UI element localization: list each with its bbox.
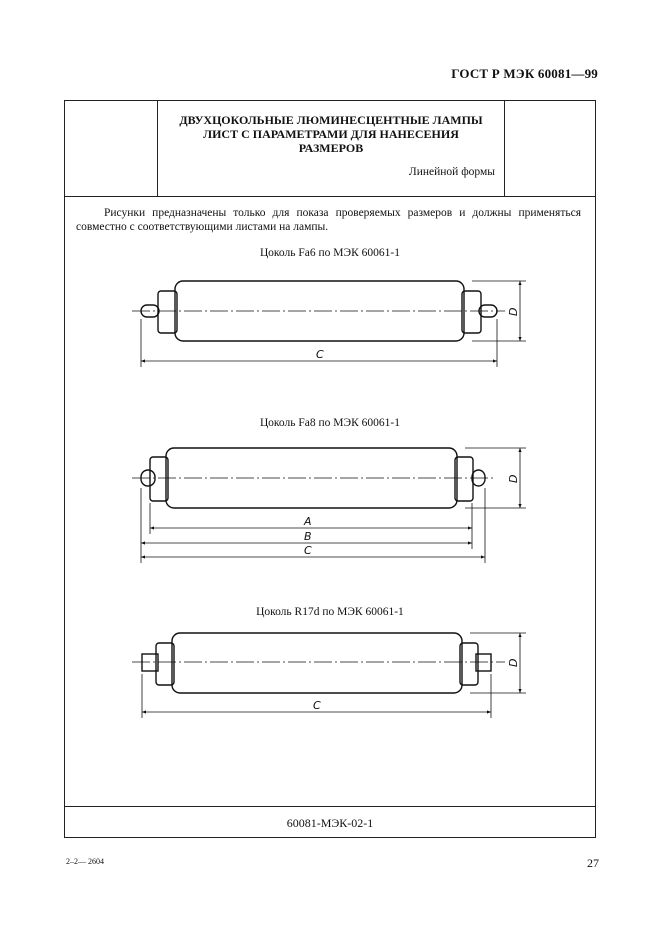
dim-label-d: D	[507, 658, 520, 667]
figure-caption-fa6: Цоколь Fa6 по МЭК 60061-1	[260, 247, 400, 259]
print-mark: 2–2— 2604	[66, 857, 104, 866]
dim-label-b: B	[304, 530, 312, 543]
title-line: РАЗМЕРОВ	[298, 141, 364, 155]
figure-caption-fa8: Цоколь Fa8 по МЭК 60061-1	[260, 417, 400, 429]
lamp-r17d-drawing	[132, 633, 526, 718]
sheet-code: 60081-МЭК-02-1	[286, 816, 374, 830]
dim-label-d: D	[507, 307, 520, 316]
title-line: ЛИСТ С ПАРАМЕТРАМИ ДЛЯ НАНЕСЕНИЯ	[203, 127, 459, 141]
title-line: ДВУХЦОКОЛЬНЫЕ ЛЮМИНЕСЦЕНТНЫЕ ЛАМПЫ	[179, 113, 483, 127]
dim-label-d: D	[507, 474, 520, 483]
lamp-fa8-drawing	[132, 448, 526, 563]
standard-designation: ГОСТ Р МЭК 60081—99	[451, 66, 598, 81]
dim-label-a: A	[304, 515, 312, 528]
figure-caption-r17d: Цоколь R17d по МЭК 60061-1	[256, 606, 404, 618]
page-number: 27	[587, 856, 599, 870]
dim-label-c: C	[304, 544, 312, 557]
intro-paragraph: Рисунки предназначены только для показа проверяемых размеров и должны применяться совместно с соответствующими листами на лампы.	[76, 207, 581, 233]
dim-label-c: C	[316, 348, 324, 361]
lamp-fa6-drawing	[132, 281, 526, 367]
dim-label-c: C	[313, 699, 321, 712]
subtitle: Линейной формы	[408, 166, 495, 178]
